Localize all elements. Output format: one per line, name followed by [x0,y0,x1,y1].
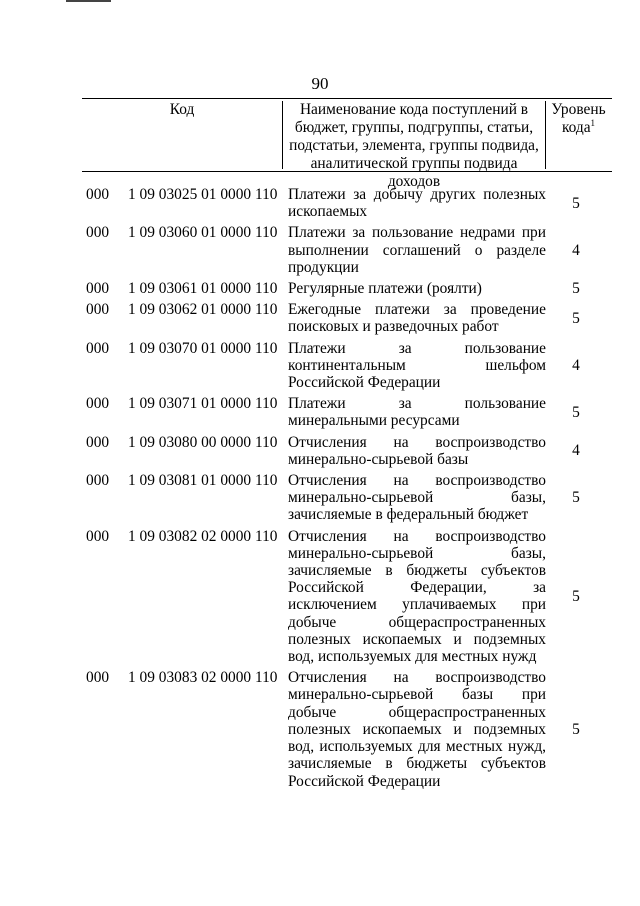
row-level: 5 [572,587,580,605]
row-name: Отчисления на воспроизводство минерально-сырьевой базы при добыче общераспространенных полезных ископаемых и подземных вод, используемых для местных нужд, зачисляемые в бюджеты субъектов Российской Федерации [288,669,546,790]
table-row [86,669,616,789]
table-row [86,301,616,335]
row-code: 1 09 03060 01 0000 110 [128,224,278,242]
row-name: Платежи за пользование минеральными ресурсами [288,395,546,430]
row-level: 5 [572,720,580,738]
row-level: 4 [572,241,580,259]
row-level: 5 [572,309,580,327]
row-code: 1 09 03082 02 0000 110 [128,527,278,545]
page-number: 90 [311,74,329,93]
header-level [545,101,612,137]
scan-artifact-line [66,0,111,2]
row-code: 1 09 03081 01 0000 110 [128,472,278,490]
table-row [86,434,616,468]
row-admin-code: 000 [86,280,110,298]
table-row [86,472,616,524]
row-admin-code: 000 [86,472,110,490]
row-name: Отчисления на воспроизводство минерально-сырьевой базы [288,433,546,468]
header-code: Код [169,101,195,118]
table-header [82,98,612,190]
row-level: 5 [572,403,580,421]
table-row [86,395,616,429]
table-row [86,224,616,276]
row-admin-code: 000 [86,433,110,451]
row-name: Ежегодные платежи за проведение поисковых и разведочных работ [288,301,546,336]
row-code: 1 09 03062 01 0000 110 [128,301,278,319]
row-code: 1 09 03071 01 0000 110 [128,395,278,413]
row-name: Платежи за пользование континентальным шельфом Российской Федерации [288,339,546,392]
table-row [86,280,616,297]
row-name: Отчисления на воспроизводство минерально-сырьевой базы, зачисляемые в федеральный бюджет [288,472,546,524]
header-name: Наименование кода поступлений в бюджет, группы, подгруппы, статьи, подстатьи, элемента, группы подвида, аналитической группы подвида доходов [282,101,546,169]
header-level-label: Уровень кода [551,101,606,136]
row-name: Платежи за добычу других полезных ископаемых [288,186,546,221]
table-row [86,340,616,392]
row-admin-code: 000 [86,224,110,242]
row-admin-code: 000 [86,527,110,545]
row-admin-code: 000 [86,301,110,319]
row-level: 4 [572,442,580,460]
row-admin-code: 000 [86,669,110,687]
row-code: 1 09 03025 01 0000 110 [128,186,278,203]
row-name: Платежи за пользование недрами при выполнении соглашений о разделе продукции [288,224,546,276]
row-name: Регулярные платежи (роялти) [288,280,482,298]
row-admin-code: 000 [86,395,110,413]
table-row [86,528,616,666]
row-level: 4 [572,356,580,374]
row-code: 1 09 03083 02 0000 110 [128,669,278,687]
row-code: 1 09 03080 00 0000 110 [128,433,278,451]
row-admin-code: 000 [86,186,110,203]
row-level: 5 [572,489,580,507]
row-name: Отчисления на воспроизводство минерально-сырьевой базы, зачисляемые в бюджеты субъектов Российской Федерации, за исключением уплачиваемых при добыче общераспространенных полезных ископаемых и подземных вод, используемых для местных нужд [288,527,546,666]
row-admin-code: 000 [86,339,110,357]
header-level-footnote: 1 [590,117,596,128]
row-level: 5 [572,280,580,298]
table-row [86,186,616,220]
income-codes-table [86,186,616,794]
row-level: 5 [572,194,580,212]
row-code: 1 09 03061 01 0000 110 [128,280,278,298]
row-code: 1 09 03070 01 0000 110 [128,339,278,357]
